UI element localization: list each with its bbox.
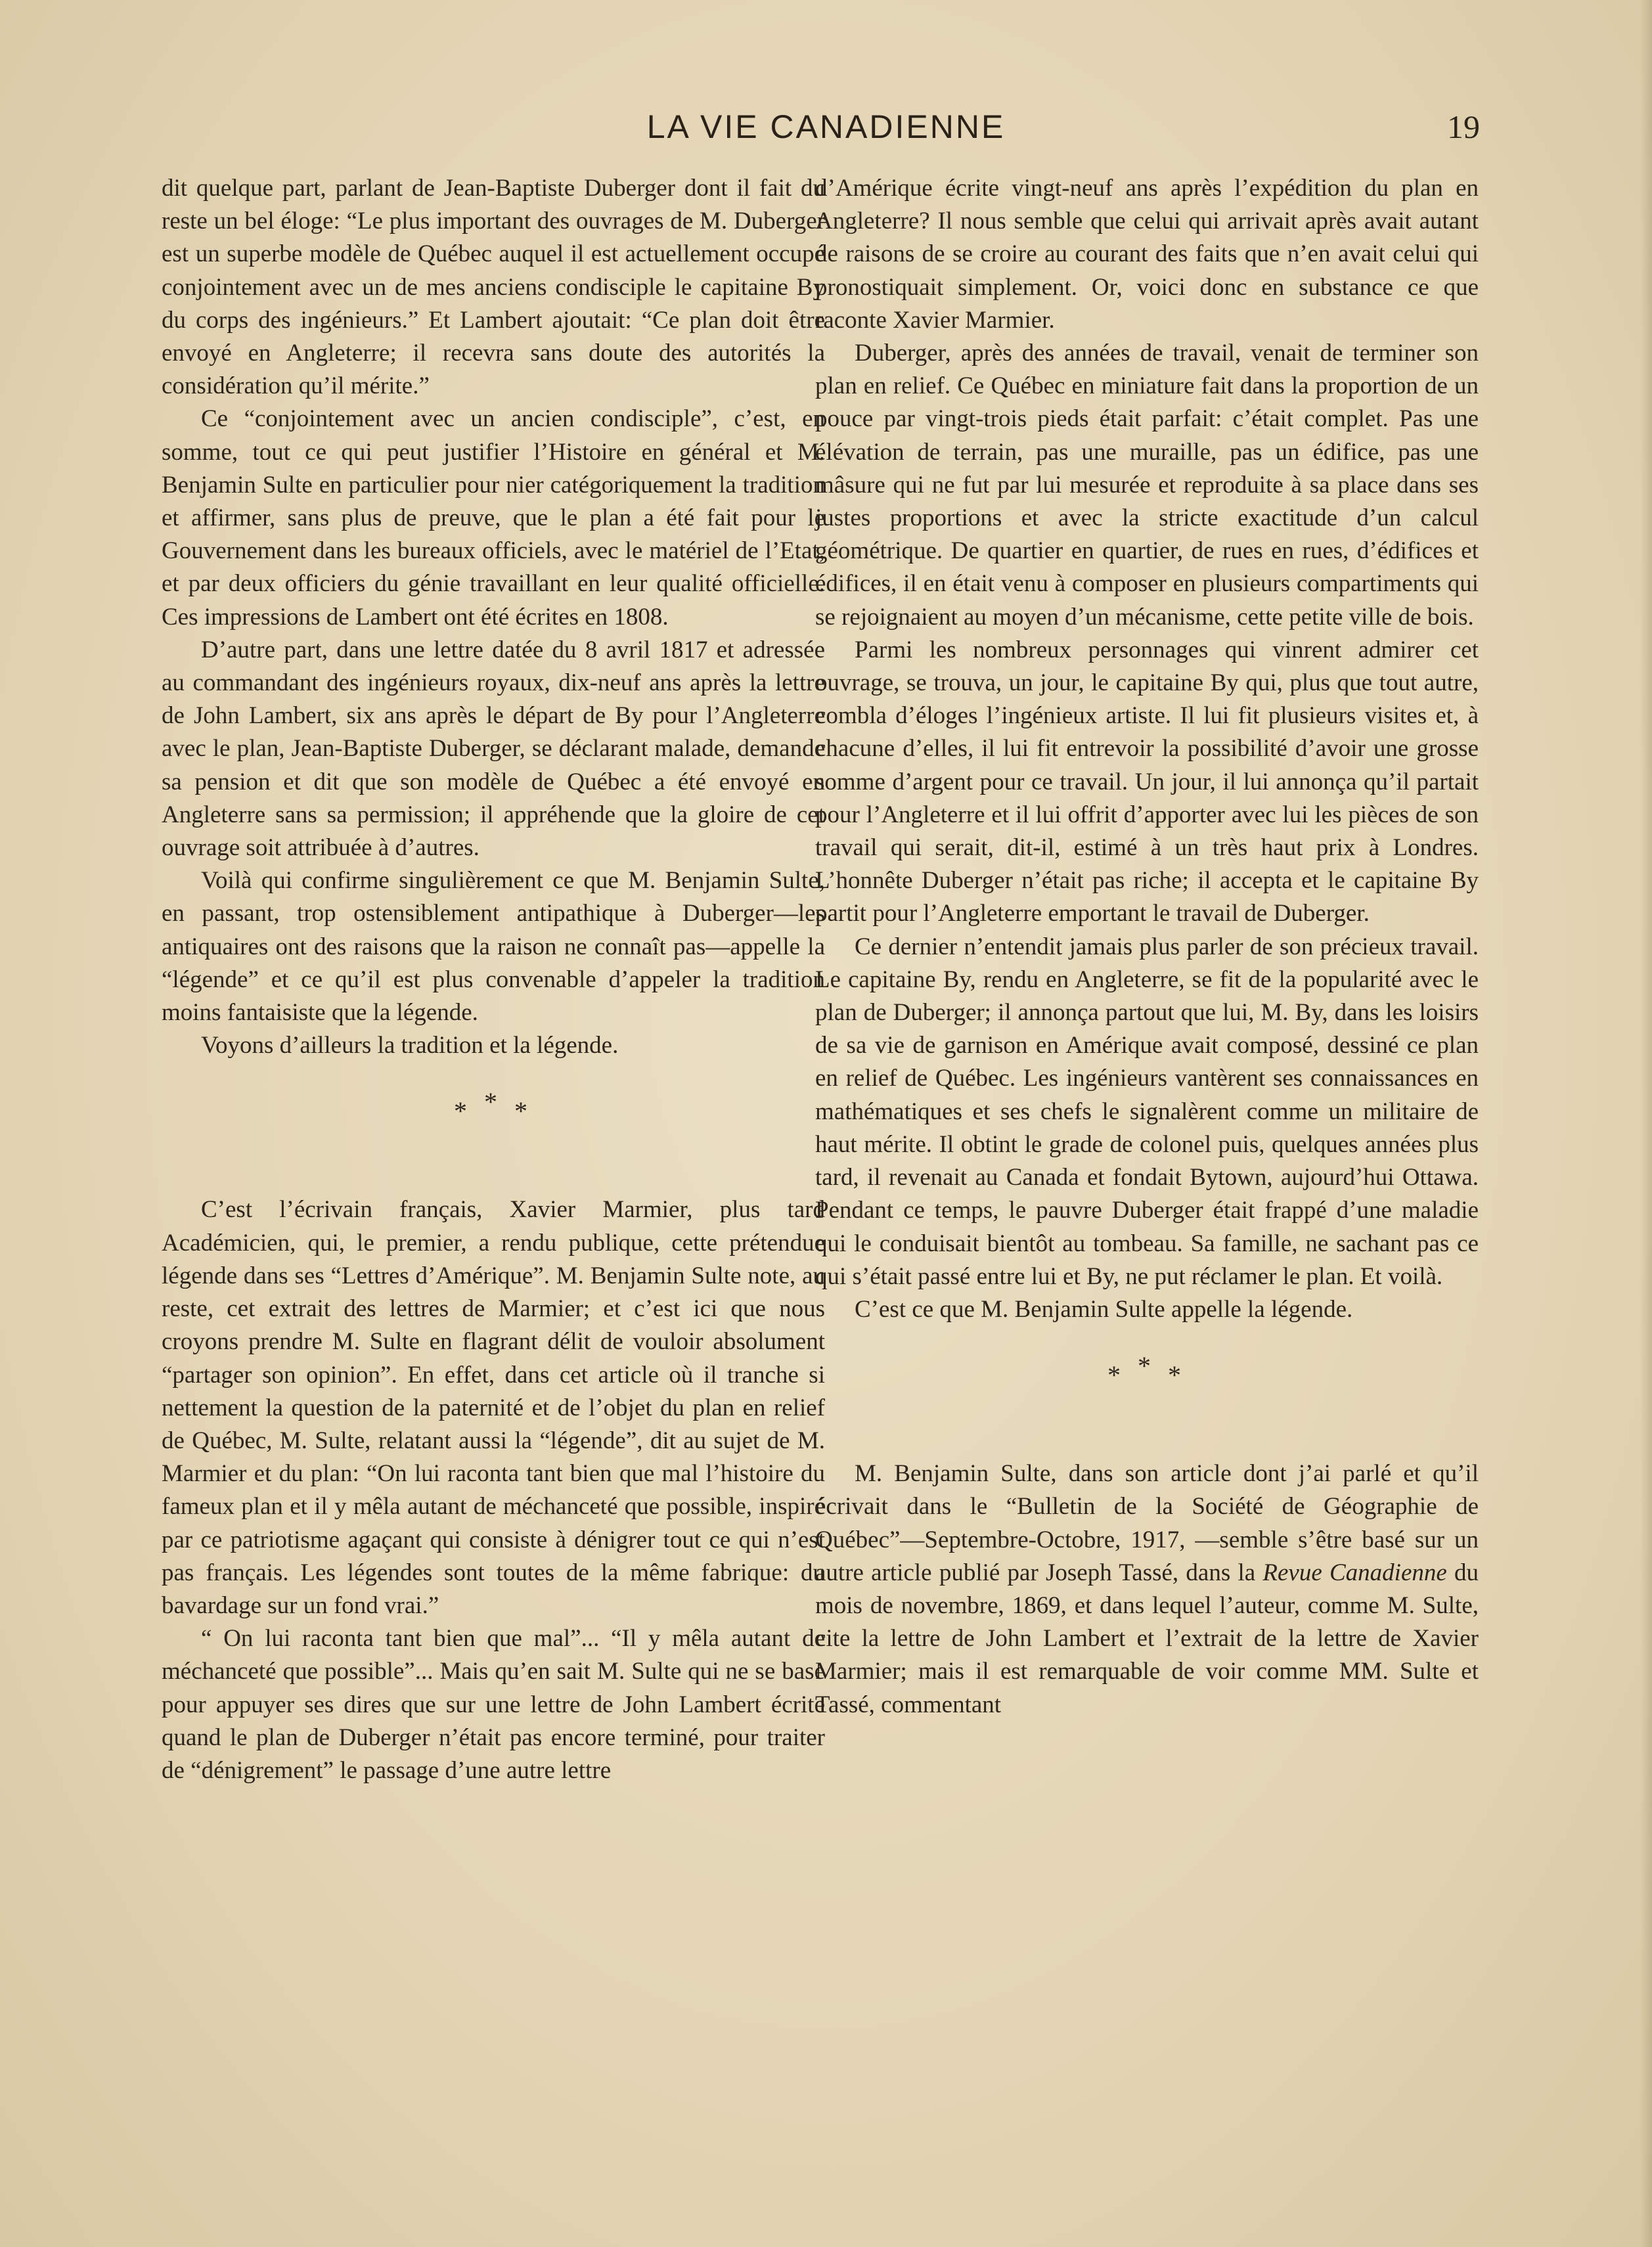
paragraph: dit quelque part, parlant de Jean-Baptiste Duberger dont il fait du reste un bel éloge: “Le plus important des ouvrages de M. Duberger est un superbe modèle de Québec auquel il est actuellement occupé conjointement avec un de mes anciens condisciple le capitaine By du corps des ingénieurs.” Et Lambert ajoutait: “Ce plan doit être envoyé en Angleterre; il recevra sans doute des autorités la considération qu’il mérite.” (162, 175, 825, 400)
paragraph: d’Amérique écrite vingt-neuf ans après l’expédition du plan en Angleterre? Il nous semble que celui qui arrivait après avait autant de raisons de se croire au courant des faits que n’en avait celui qui pronostiquait simplement. Or, voici donc en substance ce que raconte Xavier Marmier. (815, 175, 1479, 334)
separator-star: * (514, 1096, 533, 1126)
running-title: LA VIE CANADIENNE (646, 108, 1006, 145)
paragraph: Voilà qui confirme singulièrement ce que M. Benjamin Sulte, en passant, trop ostensiblement antipathique à Duberger—les antiquaires ont des raisons que la raison ne connaît pas—appelle la “légende” et ce qu’il est plus convenable d’appeler la tradition moins fantaisiste que la légende. (162, 867, 825, 1027)
separator-star: * (1138, 1351, 1156, 1381)
paragraph (815, 1457, 1479, 1722)
paragraph: Parmi les nombreux personnages qui vinrent admirer cet ouvrage, se trouva, un jour, le capitaine By qui, plus que tout autre, combla d’éloges l’ingénieux artiste. Il lui fit plusieurs visites et, à chacune d’elles, il lui fit entrevoir la possibilité d’avoir une grosse somme d’argent pour ce travail. Un jour, il lui annonça qu’il partait pour l’Angleterre et il lui offrit d’apporter avec lui les pièces de son travail qui serait, dit-il, estimé à un très haut prix à Londres. L’honnête Duberger n’était pas riche; il accepta et le capitaine By partit pour l’Angleterre emportant le travail de Duberger. (815, 636, 1479, 927)
separator-star: * (454, 1096, 472, 1126)
separator-star: * (484, 1087, 502, 1117)
paragraph: D’autre part, dans une lettre datée du 8 avril 1817 et adressée au commandant des ingénieurs royaux, dix-neuf ans après la lettre de John Lambert, six ans après le départ de By pour l’Angleterre avec le plan, Jean-Baptiste Duberger, se déclarant malade, demande sa pension et dit que son modèle de Québec a été envoyé en Angleterre sans sa permission; il appréhende que la gloire de cet ouvrage soit attribuée à d’autres. (162, 636, 825, 862)
page-number: 19 (1447, 108, 1480, 145)
right-column (815, 172, 1479, 1722)
separator-star: * (1168, 1360, 1186, 1390)
paragraph: Voyons d’ailleurs la tradition et la légende. (201, 1032, 619, 1059)
section-separator (162, 1062, 825, 1164)
paragraph: C’est l’écrivain français, Xavier Marmier, plus tard Académicien, qui, le premier, a rendu publique, cette prétendue légende dans ses “Lettres d’Amérique”. M. Benjamin Sulte note, au reste, cet extrait des lettres de Marmier; et c’est ici que nous croyons prendre M. Sulte en flagrant délit de vouloir absolument “partager son opinion”. En effet, dans cet article où il tranche si nettement la question de la paternité et de l’objet du plan en relief de Québec, M. Sulte, relatant aussi la “légende”, dit au sujet de M. Marmier et du plan: “On lui raconta tant bien que mal l’histoire du fameux plan et il y mêla autant de méchanceté que possible, inspiré par ce patriotisme agaçant qui consiste à dénigrer tout ce qui n’est pas français. Les légendes sont toutes de la même fabrique: du bavardage sur un fond vrai.” (162, 1196, 825, 1619)
left-column (162, 172, 825, 1787)
page-edge-shadow (1640, 0, 1652, 2247)
section-separator (815, 1326, 1479, 1428)
paragraph: Ce dernier n’entendit jamais plus parler de son précieux travail. Le capitaine By, rendu en Angleterre, se fit de la popularité avec le plan de Duberger; il annonça partout que lui, M. By, dans les loisirs de sa vie de garnison en Amérique avait composé, dessiné ce plan en relief de Québec. Les ingénieurs vantèrent ses connaissances en mathématiques et ses chefs le signalèrent comme un militaire de haut mérite. Il obtint le grade de colonel puis, quelques années plus tard, il revenait au Canada et fondait Bytown, aujourd’hui Ottawa. Pendant ce temps, le pauvre Duberger était frappé d’une maladie qui le conduisait bientôt au tombeau. Sa famille, ne sachant pas ce qui s’était passé entre lui et By, ne put réclamer le plan. Et voilà. (815, 933, 1479, 1290)
paragraph-text: du mois de novembre, 1869, et dans lequel l’auteur, comme M. Sulte, cite la lettre de John Lambert et l’extrait de la lettre de Xavier Marmier; mais il est remarquable de voir comme MM. Sulte et Tassé, commentant (815, 1559, 1479, 1718)
paragraph-text: M. Benjamin Sulte, dans son article dont j’ai parlé et qu’il écrivait dans le “Bulletin de la Société de Géographie de Québec”—Septembre-Octobre, 1917, —semble s’être basé sur un autre article publié par Joseph Tassé, dans la (815, 1460, 1479, 1586)
journal-title: Revue Canadienne (1262, 1559, 1447, 1586)
separator-star: * (1107, 1360, 1126, 1390)
paragraph: “ On lui raconta tant bien que mal”... “Il y mêla autant de méchanceté que possible”... Mais qu’en sait M. Sulte qui ne se base pour appuyer ses dires que sur une lettre de John Lambert écrite quand le plan de Duberger n’était pas encore terminé, pour traiter de “dénigrement” le passage d’une autre lettre (162, 1625, 825, 1784)
paragraph: Duberger, après des années de travail, venait de terminer son plan en relief. Ce Québec en miniature fait dans la proportion de un pouce par vingt-trois pieds était parfait: c’était complet. Pas une élévation de terrain, pas une muraille, pas un édifice, pas une mâsure qui ne fut par lui mesurée et reproduite à sa place dans ses justes proportions et avec la stricte exactitude d’un calcul géométrique. De quartier en quartier, de rues en rues, d’édifices et édifices, il en était venu à composer en plusieurs compartiments qui se rejoignaient au moyen d’un mécanisme, cette petite ville de bois. (815, 340, 1479, 631)
paragraph: Ce “conjointement avec un ancien condisciple”, c’est, en somme, tout ce qui peut justifier l’Histoire en général et M. Benjamin Sulte en particulier pour nier catégoriquement la tradition et affirmer, sans plus de preuve, que le plan a été fait pour le Gouvernement dans les bureaux officiels, avec le matériel de l’Etat, et par deux officiers du génie travaillant en leur qualité officielle. Ces impressions de Lambert ont été écrites en 1808. (162, 405, 825, 631)
paragraph: C’est ce que M. Benjamin Sulte appelle la légende. (855, 1295, 1353, 1323)
page-header (0, 104, 1652, 150)
